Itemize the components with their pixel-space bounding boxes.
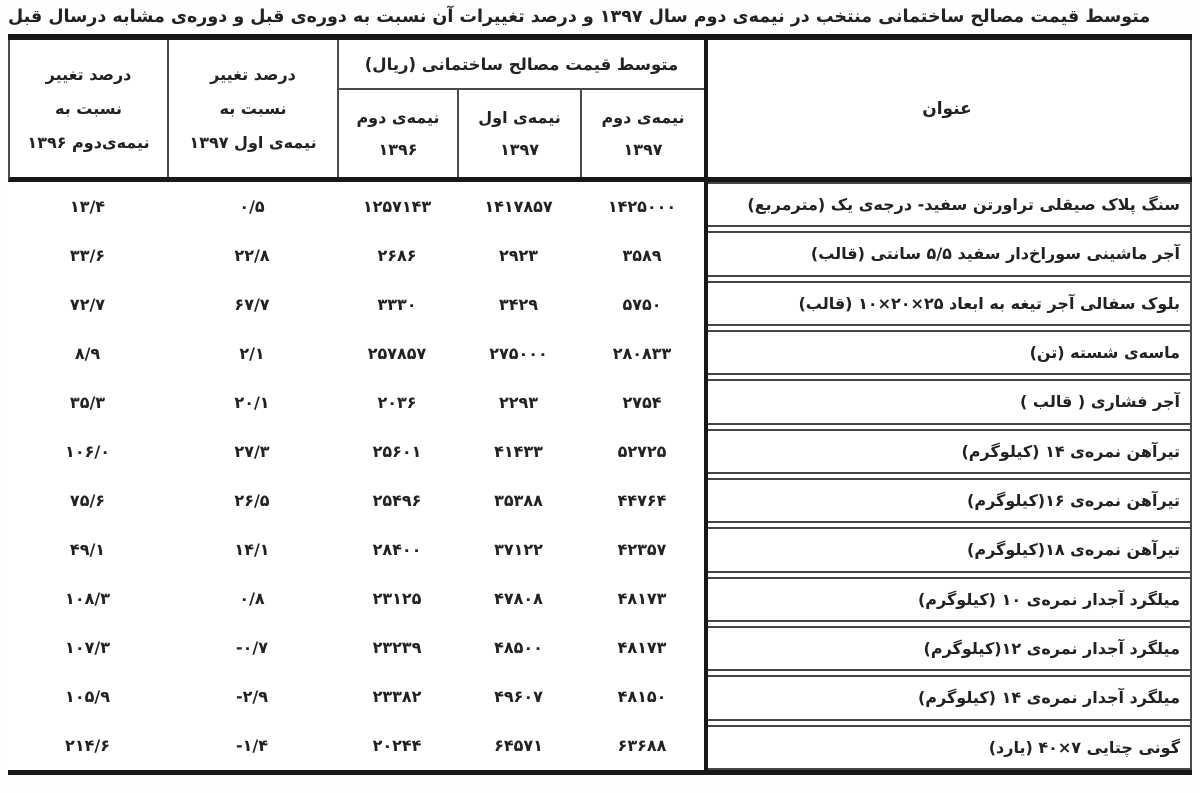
table-row <box>8 329 704 378</box>
header-h2-1396-line1: نیمه‌ی دوم <box>356 108 440 128</box>
value-cell-pct-h1-1397: -۰/۷ <box>235 638 268 657</box>
header-pct-vs-h2-1396-line2: نسبت به <box>54 99 123 118</box>
row-title-text: میلگرد آجدار نمره‌ی ۱۰ (کیلوگرم) <box>917 589 1180 609</box>
value-cell-h2-1396: ۲۵۶۰۱ <box>372 442 422 461</box>
table-row <box>8 672 704 721</box>
row-title-cell <box>708 675 1190 720</box>
value-cell-h2-1397: ۲۷۵۴ <box>622 393 662 412</box>
row-title-text: آجر ماشینی سوراخ‌دار سفید ۵/۵ سانتی (قالب) <box>810 244 1180 264</box>
row-title-text: میلگرد آجدار نمره‌ی ۱۴ (کیلوگرم) <box>917 688 1180 708</box>
row-title-cell <box>708 478 1190 523</box>
table-header <box>8 40 1192 182</box>
value-cell-h1-1397: ۲۷۵۰۰۰ <box>489 344 548 363</box>
value-cell-h2-1396: ۲۳۳۸۲ <box>372 687 422 706</box>
value-cell-pct-h2-1396: ۷۲/۷ <box>69 295 106 314</box>
row-title-cell <box>708 725 1190 770</box>
header-h1-1397 <box>457 90 580 177</box>
onvan-column <box>704 182 1192 770</box>
value-cell-pct-h2-1396: ۲۱۴/۶ <box>65 736 110 755</box>
row-title-text: تیرآهن نمره‌ی ۱۶(کیلوگرم) <box>967 491 1180 511</box>
table-body <box>8 182 1192 770</box>
value-cell-h2-1397: ۴۲۳۵۷ <box>617 540 667 559</box>
value-cell-h1-1397: ۴۸۵۰۰ <box>494 638 543 657</box>
value-cell-pct-h2-1396: ۱۰۶/۰ <box>65 442 110 461</box>
row-title-cell <box>708 231 1190 276</box>
row-title-cell <box>708 182 1190 227</box>
numbers-column <box>8 182 704 770</box>
value-cell-pct-h1-1397: ۱۴/۱ <box>234 540 270 559</box>
value-cell-pct-h2-1396: ۳۵/۳ <box>69 393 106 412</box>
value-cell-pct-h1-1397: ۲۷/۳ <box>234 442 270 461</box>
value-cell-pct-h2-1396: ۳۳/۶ <box>69 246 106 265</box>
value-cell-h2-1397: ۴۸۱۵۰ <box>617 687 667 706</box>
value-cell-h2-1397: ۲۸۰۸۳۳ <box>612 344 672 363</box>
value-cell-h2-1396: ۲۵۷۸۵۷ <box>367 344 427 363</box>
value-cell-pct-h2-1396: ۱۰۸/۳ <box>65 589 110 608</box>
value-cell-h2-1397: ۶۳۶۸۸ <box>617 736 667 755</box>
value-cell-pct-h1-1397: ۰/۸ <box>239 589 265 608</box>
header-h2-1397-line2: ۱۳۹۷ <box>623 139 663 159</box>
table-row <box>8 623 704 672</box>
table-row <box>8 378 704 427</box>
header-h1-1397-line1: نیمه‌ی اول <box>478 108 561 128</box>
value-cell-h1-1397: ۳۴۲۹ <box>498 295 539 314</box>
header-h1-1397-line2: ۱۳۹۷ <box>499 139 540 159</box>
value-cell-pct-h2-1396: ۴۹/۱ <box>69 540 106 559</box>
value-cell-pct-h2-1396: ۱۳/۴ <box>69 197 106 216</box>
header-h2-1397-line1: نیمه‌ی دوم <box>601 108 685 128</box>
row-title-text: گونی چتایی ۷×۴۰ (یارد) <box>988 737 1180 757</box>
table-row <box>8 280 704 329</box>
row-title-text: آجر فشاری ( قالب ) <box>1020 392 1180 412</box>
table-row <box>8 427 704 476</box>
table-row <box>8 182 704 231</box>
header-h2-1397 <box>580 90 704 177</box>
table-row <box>8 574 704 623</box>
value-cell-pct-h1-1397: -۱/۴ <box>235 736 268 755</box>
header-h2-1396-line2: ۱۳۹۶ <box>378 139 418 159</box>
header-pct-vs-h2-1396 <box>10 40 167 177</box>
value-cell-pct-h2-1396: ۷۵/۶ <box>69 491 106 510</box>
value-cell-h2-1397: ۵۷۵۰ <box>622 295 662 314</box>
row-title-cell <box>708 379 1190 424</box>
value-cell-h2-1396: ۲۸۴۰۰ <box>372 540 422 559</box>
header-pct-vs-h2-1396-line1: درصد تغییر <box>45 65 132 84</box>
value-cell-h1-1397: ۲۲۹۳ <box>498 393 539 412</box>
row-title-cell <box>708 330 1190 375</box>
value-cell-pct-h1-1397: -۲/۹ <box>235 687 268 706</box>
page-title: متوسط قیمت مصالح ساختمانی منتخب در نیمه‌ی دوم سال ۱۳۹۷ و درصد تغییرات آن نسبت به دوره‌ی قبل و دوره‌ی مشابه درسال قبل <box>8 7 1151 27</box>
header-onvan: عنوان <box>704 40 1192 177</box>
header-price-group-title: متوسط قیمت مصالح ساختمانی (ریال) <box>339 40 704 90</box>
value-cell-pct-h2-1396: ۸/۹ <box>74 344 101 363</box>
row-title-text: میلگرد آجدار نمره‌ی ۱۲(کیلوگرم) <box>923 639 1180 659</box>
value-cell-h2-1397: ۴۴۷۶۴ <box>617 491 667 510</box>
value-cell-h2-1396: ۲۵۴۹۶ <box>372 491 422 510</box>
value-cell-h2-1396: ۳۳۳۰ <box>377 295 417 314</box>
value-cell-h2-1396: ۲۳۲۳۹ <box>372 638 422 657</box>
row-title-cell <box>708 626 1190 671</box>
row-title-text: تیرآهن نمره‌ی ۱۴ (کیلوگرم) <box>961 441 1180 461</box>
value-cell-pct-h1-1397: ۶۷/۷ <box>234 295 270 314</box>
table-row <box>8 525 704 574</box>
value-cell-pct-h2-1396: ۱۰۷/۳ <box>65 638 110 657</box>
table-row <box>8 476 704 525</box>
value-cell-h2-1397: ۵۲۷۲۵ <box>617 442 667 461</box>
row-title-text: ماسه‌ی شسته (تن) <box>1029 343 1180 363</box>
header-price-subcolumns <box>339 90 704 177</box>
header-pct-vs-h1-1397-line1: درصد تغییر <box>210 65 296 84</box>
value-cell-h1-1397: ۴۱۴۳۳ <box>494 442 543 461</box>
header-pct-vs-h1-1397 <box>167 40 337 177</box>
value-cell-h1-1397: ۱۴۱۷۸۵۷ <box>484 197 553 216</box>
value-cell-pct-h1-1397: ۲۶/۵ <box>234 491 270 510</box>
header-price-group <box>337 40 704 177</box>
value-cell-h1-1397: ۴۹۶۰۷ <box>494 687 543 706</box>
table-row <box>8 721 704 770</box>
value-cell-h1-1397: ۴۷۸۰۸ <box>494 589 543 608</box>
row-title-cell <box>708 429 1190 474</box>
header-h2-1396 <box>339 90 457 177</box>
table-row <box>8 231 704 280</box>
value-cell-h1-1397: ۳۵۳۸۸ <box>494 491 543 510</box>
value-cell-h2-1396: ۱۲۵۷۱۴۳ <box>362 197 432 216</box>
value-cell-pct-h1-1397: ۲/۱ <box>239 344 265 363</box>
row-title-text: تیرآهن نمره‌ی ۱۸(کیلوگرم) <box>967 540 1180 560</box>
value-cell-h2-1396: ۲۳۱۲۵ <box>372 589 422 608</box>
value-cell-h1-1397: ۳۷۱۲۲ <box>494 540 543 559</box>
row-title-text: بلوک سفالی آجر تیغه به ابعاد ۲۵×۲۰×۱۰ (قالب) <box>798 293 1180 313</box>
value-cell-h2-1396: ۲۰۲۴۴ <box>372 736 422 755</box>
price-table <box>8 34 1192 775</box>
row-title-cell <box>708 281 1190 326</box>
value-cell-pct-h2-1396: ۱۰۵/۹ <box>65 687 110 706</box>
value-cell-h2-1397: ۴۸۱۷۳ <box>617 589 667 608</box>
header-pct-vs-h2-1396-line3: نیمه‌ی‌دوم ۱۳۹۶ <box>27 133 150 152</box>
header-pct-vs-h1-1397-line2: نسبت به <box>219 99 287 118</box>
value-cell-h1-1397: ۲۹۲۳ <box>498 246 539 265</box>
value-cell-h2-1396: ۲۶۸۶ <box>377 246 417 265</box>
value-cell-h1-1397: ۶۴۵۷۱ <box>494 736 543 755</box>
row-title-cell <box>708 527 1190 572</box>
row-title-text: سنگ پلاک صیقلی تراورتن سفید- درجه‌ی یک (مترمربع) <box>747 195 1180 215</box>
value-cell-pct-h1-1397: ۲۲/۸ <box>234 246 270 265</box>
row-title-cell <box>708 577 1190 622</box>
value-cell-pct-h1-1397: ۲۰/۱ <box>234 393 270 412</box>
value-cell-h2-1396: ۲۰۳۶ <box>377 393 417 412</box>
value-cell-h2-1397: ۱۴۲۵۰۰۰ <box>607 197 677 216</box>
value-cell-h2-1397: ۳۵۸۹ <box>622 246 662 265</box>
value-cell-h2-1397: ۴۸۱۷۳ <box>617 638 667 657</box>
header-pct-vs-h1-1397-line3: نیمه‌ی اول ۱۳۹۷ <box>189 133 317 152</box>
column-divider-rule <box>704 40 708 770</box>
value-cell-pct-h1-1397: ۰/۵ <box>239 197 265 216</box>
